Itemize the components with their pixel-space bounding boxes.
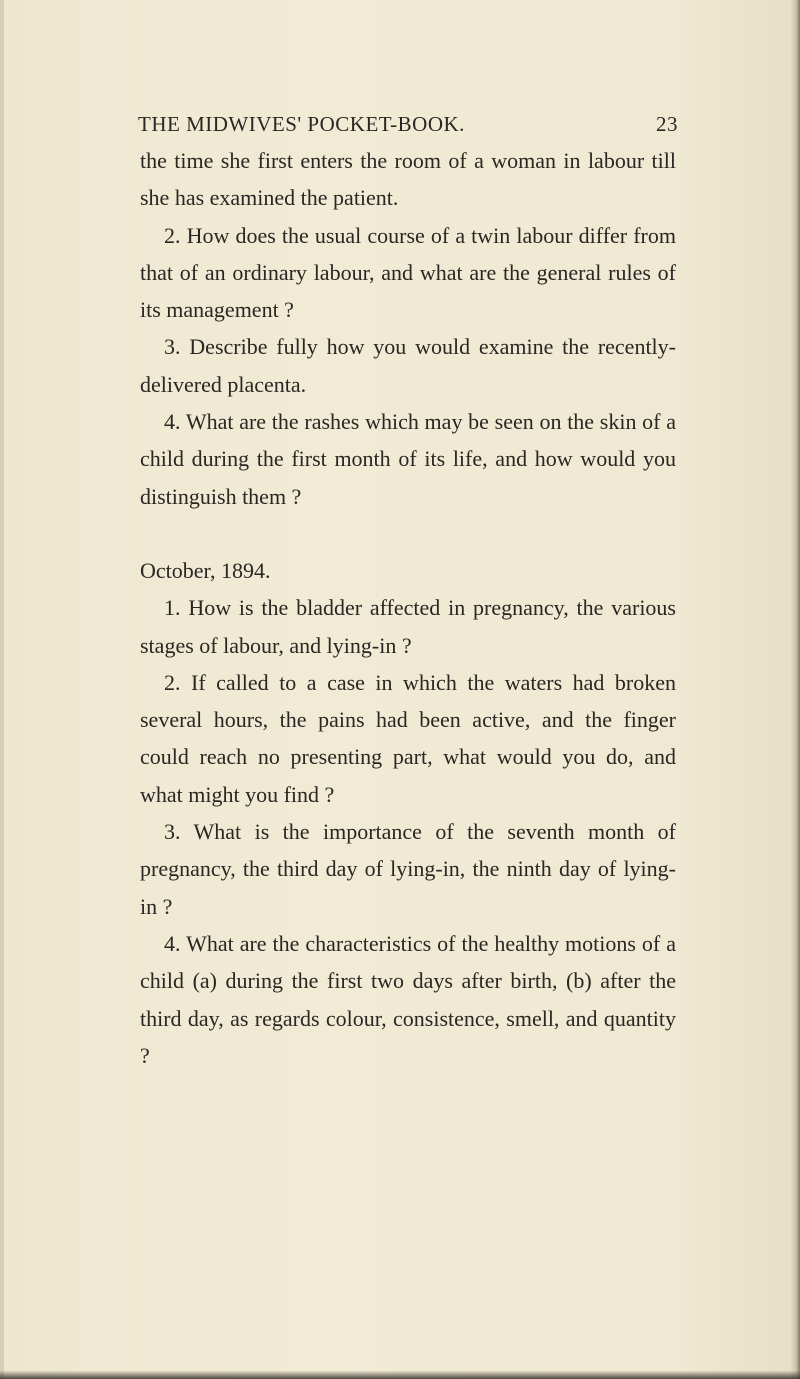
question-4: 4. What are the rashes which may be seen on the skin of a child during the first month of its life, and how would you distinguish them ? [140,409,676,509]
october-question-4: 4. What are the characteristics of the healthy motions of a child (a) during the first two days after birth, (b) after the third day, as regards colour, consistence, smell, and quantity ? [140,930,676,1068]
question-2: 2. How does the usual course of a twin labour differ from that of an ordinary labour, and what are the general rules of its management ? [140,222,676,323]
page-left-edge [0,0,4,1379]
page-body [140,142,676,1074]
question-3: 3. Describe fully how you would examine the recently-delivered placenta. [140,334,676,397]
continuation-paragraph: the time she first enters the room of a woman in labour till she has examined the patient. [140,148,676,211]
page-number: 23 [656,112,678,136]
october-question-1: 1. How is the bladder affected in pregnancy, the various stages of labour, and lying-in ? [140,595,676,658]
running-title: THE MIDWIVES' POCKET-BOOK. [138,112,465,136]
page-right-edge [790,0,800,1379]
exam-date-heading: October, 1894. [140,557,271,583]
october-question-2: 2. If called to a case in which the waters had broken several hours, the pains had been active, and the finger could reach no presenting part, what would you do, and what might you find ? [140,669,676,807]
october-question-3: 3. What is the importance of the seventh month of pregnancy, the third day of lying-in, the ninth day of lying-in ? [140,819,676,919]
page-bottom-edge [0,1371,800,1379]
page-header [138,112,678,137]
